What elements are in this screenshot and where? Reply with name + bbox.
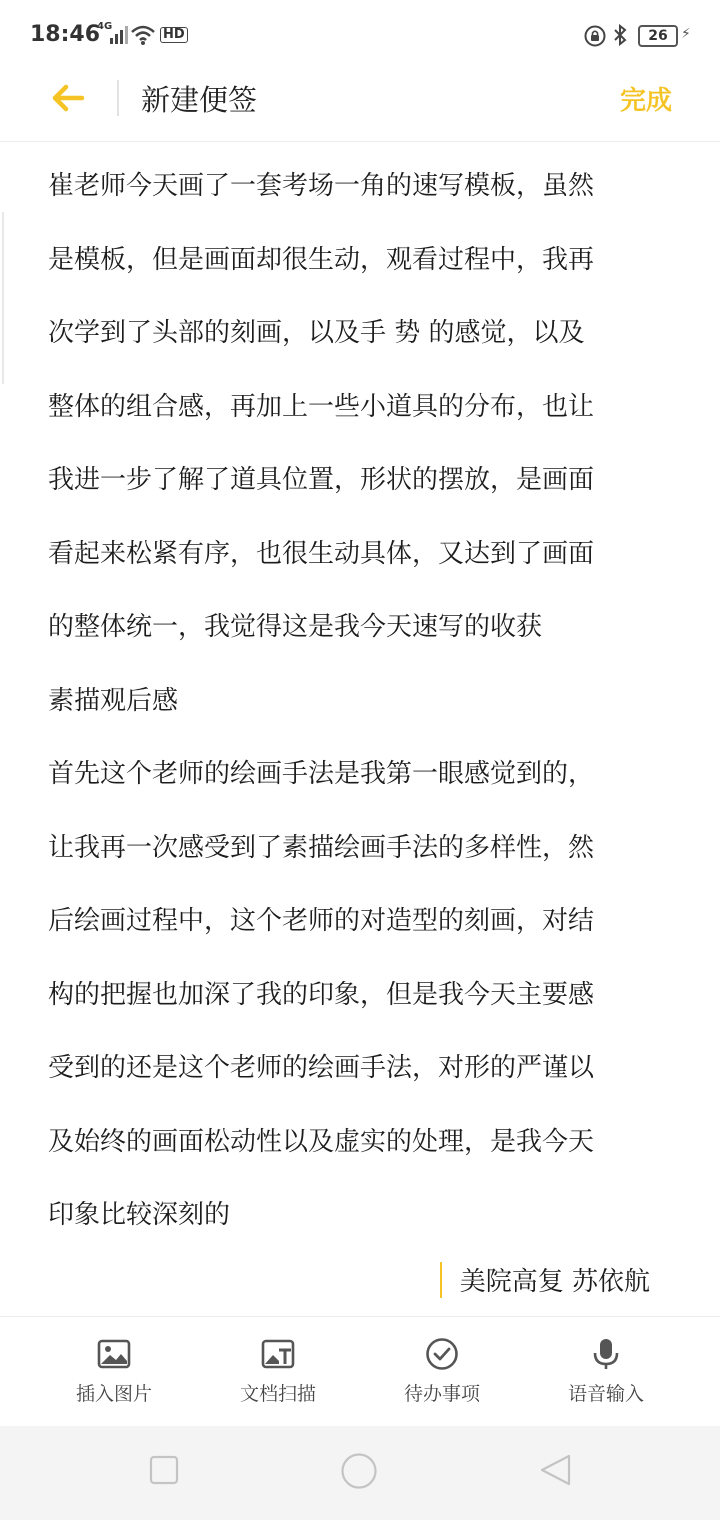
scan-icon: [261, 1337, 295, 1371]
done-button[interactable]: 完成: [619, 86, 672, 116]
checkmark-circle-icon: [425, 1337, 459, 1371]
battery-indicator: 26: [638, 25, 678, 47]
note-line: 受到的还是这个老师的绘画手法，对形的严谨以: [48, 1053, 595, 1083]
title-bar: [0, 76, 720, 142]
rotation-lock-icon: [584, 25, 606, 47]
note-line: 印象比较深刻的: [48, 1200, 231, 1230]
title-divider: [117, 80, 119, 116]
status-bar: [0, 0, 720, 76]
charging-icon: ⚡: [681, 26, 691, 42]
bluetooth-icon: [612, 23, 628, 47]
note-line: 素描观后感: [48, 685, 179, 716]
status-time: 18:46: [30, 22, 101, 47]
voice-input-button[interactable]: [531, 1337, 681, 1406]
note-line: 及始终的画面松动性以及虚实的处理，是我今天: [48, 1126, 595, 1157]
bottom-toolbar: [0, 1316, 720, 1426]
todo-button[interactable]: [367, 1337, 517, 1406]
edge-handle: [2, 212, 6, 384]
note-line: 整体的组合感，再加上一些小道具的分布，也让: [48, 391, 595, 422]
note-signature: 美院高复 苏依航: [459, 1267, 650, 1297]
insert-image-button[interactable]: [39, 1337, 189, 1406]
note-line: 崔老师今天画了一套考场一角的速写模板，虽然: [48, 171, 595, 201]
home-icon[interactable]: [340, 1452, 378, 1490]
note-line: 看起来松紧有序，也很生动具体，又达到了画面: [48, 538, 595, 569]
note-line: 是模板，但是画面却很生动，观看过程中，我再: [48, 244, 595, 275]
note-line: 的整体统一，我觉得这是我今天速写的收获: [48, 612, 543, 642]
wifi-icon: [130, 24, 156, 46]
back-arrow-icon: [48, 78, 88, 118]
note-line: 构的把握也加深了我的印象，但是我今天主要感: [48, 979, 595, 1010]
back-button[interactable]: [48, 76, 96, 120]
note-editor[interactable]: [48, 150, 668, 1253]
image-icon: [97, 1337, 131, 1371]
note-line: 首先这个老师的绘画手法是我第一眼感觉到的，: [48, 759, 595, 789]
signal-icon: [109, 26, 129, 44]
note-line: 后绘画过程中，这个老师的对造型的刻画，对结: [48, 906, 595, 936]
system-nav-bar: [0, 1426, 720, 1520]
scan-document-label: 文档扫描: [239, 1383, 316, 1405]
network-type: 4G: [97, 21, 113, 32]
recent-apps-icon[interactable]: [148, 1454, 180, 1486]
back-nav-icon[interactable]: [538, 1452, 574, 1488]
hd-badge: HD: [160, 27, 188, 43]
text-cursor: [440, 1262, 442, 1298]
todo-label: 待办事项: [403, 1383, 480, 1405]
note-line: 我进一步了解了道具位置，形状的摆放，是画面: [48, 465, 595, 495]
note-line: 次学到了头部的刻画，以及手 势 的感觉，以及: [48, 318, 585, 348]
page-title: 新建便签: [141, 83, 258, 117]
microphone-icon: [589, 1337, 623, 1371]
scan-document-button[interactable]: [203, 1337, 353, 1406]
note-line: 让我再一次感受到了素描绘画手法的多样性，然: [48, 832, 595, 863]
voice-input-label: 语音输入: [567, 1383, 644, 1405]
insert-image-label: 插入图片: [75, 1383, 152, 1405]
